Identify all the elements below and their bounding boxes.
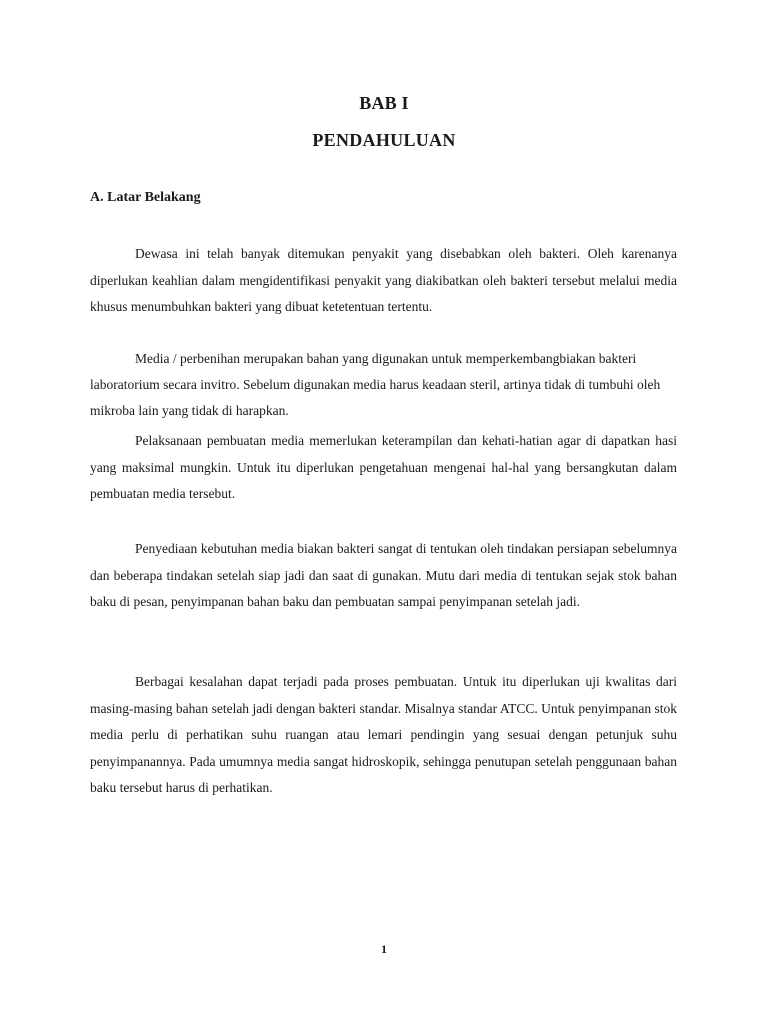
paragraph-4: Penyediaan kebutuhan media biakan bakteri sangat di tentukan oleh tindakan persiapan sebelumnya dan beberapa tindakan setelah siap jadi dan saat di gunakan. Mutu dari media di tentukan sejak stok bahan baku di pesan, penyimpanan bahan baku dan pembuatan sampai penyimpanan setelah jadi. <box>90 541 677 609</box>
section-heading: A. Latar Belakang <box>90 190 201 205</box>
paragraph-3: Pelaksanaan pembuatan media memerlukan keterampilan dan kehati-hatian agar di dapatkan hasi yang maksimal mungkin. Untuk itu diperlukan pengetahuan mengenai hal-hal yang bersangkutan dalam pembuatan media tersebut. <box>90 433 677 501</box>
chapter-title: PENDAHULUAN <box>312 130 456 150</box>
page-number: 1 <box>381 942 387 956</box>
paragraph-2: Media / perbenihan merupakan bahan yang digunakan untuk memperkembangbiakan bakteri laboratorium secara invitro. Sebelum digunakan media harus keadaan steril, artinya tidak di tumbuhi oleh mikroba lain yang tidak di harapkan. <box>90 351 661 418</box>
paragraph-1: Dewasa ini telah banyak ditemukan penyakit yang disebabkan oleh bakteri. Oleh karenanya diperlukan keahlian dalam mengidentifikasi penyakit yang diakibatkan oleh bakteri tersebut melalui media khusus menumbuhkan bakteri yang dibuat ketetentuan tertentu. <box>90 246 677 314</box>
paragraph-5: Berbagai kesalahan dapat terjadi pada proses pembuatan. Untuk itu diperlukan uji kwalitas dari masing-masing bahan setelah jadi dengan bakteri standar. Misalnya standar ATCC. Untuk penyimpanan stok media perlu di perhatikan suhu ruangan atau lemari pendingin yang sesuai dengan petunjuk suhu penyimpanannya. Pada umumnya media sangat hidroskopik, sehingga penutupan setelah penggunaan bahan baku tersebut harus di perhatikan. <box>90 674 677 795</box>
chapter-number: BAB I <box>359 93 409 113</box>
